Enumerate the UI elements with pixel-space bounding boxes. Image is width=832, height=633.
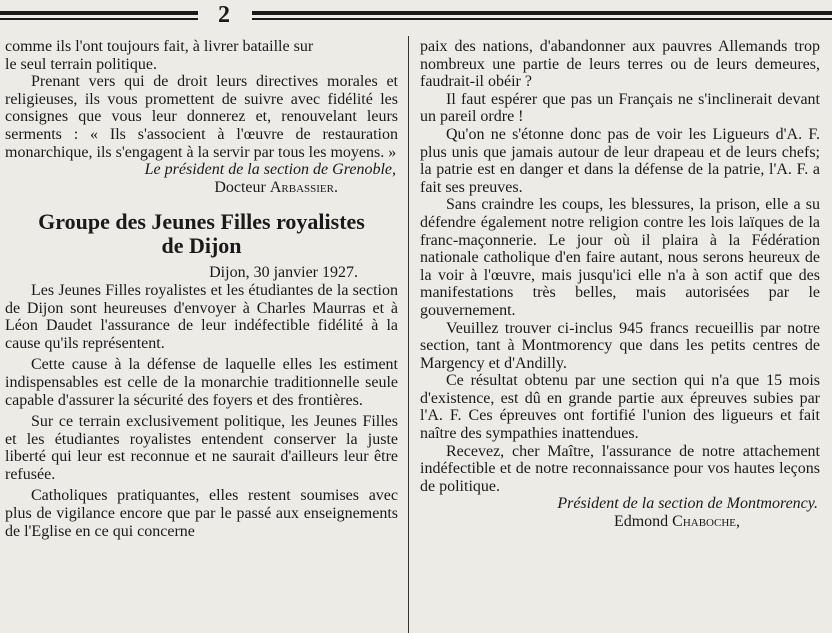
- header-rule-right: [252, 11, 832, 15]
- paragraph: Catholiques pratiquantes, elles restent soumises avec plus de vigilance encore que par le passé aux enseignements de l'Eglise en ce qui concerne: [5, 487, 398, 540]
- signature-role: Le président de la section de Grenoble,: [144, 161, 396, 179]
- page-header: [0, 0, 832, 34]
- paragraph: Cette cause à la défense de laquelle elles les estiment indispensables est celle de la monarchie traditionnelle seule capable d'assurer la sécurité des foyers et des frontières.: [5, 356, 398, 409]
- paragraph: Prenant vers qui de droit leurs directives morales et religieuses, ils vous promettent de suivre avec fidélité les consignes que vous leur donnerez et, renouvelant leurs serments : « Ils s'associent à l'œuvre de restauration monarchique, ils s'engagent à la servir par tous les moyens. »: [5, 73, 398, 161]
- signature-title: Docteur: [214, 178, 266, 196]
- dateline: Dijon, 30 janvier 1927.: [209, 264, 358, 282]
- signature-name: [5, 179, 398, 197]
- header-rule-left-thin: [0, 18, 198, 20]
- paragraph: Ce résultat obtenu par une section qui n'a que 15 mois d'existence, est dû en grande partie aux épreuves subies par l'A. F. Ces épreuves ont fortifié l'union des ligueurs et fait naître des sympathies inattendues.: [420, 372, 820, 443]
- signature-surname: Chaboche,: [672, 513, 740, 531]
- paragraph: Recevez, cher Maître, l'assurance de notre attachement indéfectible et de notre reconnaissance pour vos hautes leçons de politique.: [420, 442, 820, 495]
- signature-name: [420, 513, 820, 531]
- page-number: 2: [218, 2, 230, 28]
- paragraph: paix des nations, d'abandonner aux pauvres Allemands trop nombreux une partie de leurs terres ou de leurs demeures, faudrait-il obéir ?: [420, 38, 820, 91]
- signature-firstname: Edmond: [613, 513, 669, 531]
- paragraph: Les Jeunes Filles royalistes et les étudiantes de la section de Dijon sont heureuses d'envoyer à Charles Maurras et à Léon Daudet l'assurance de leur indéfectible fidélité à la cause qu'ils représentent.: [5, 281, 398, 352]
- paragraph: Sur ce terrain exclusivement politique, les Jeunes Filles et les étudiantes royalistes entendent conserver la juste liberté qui leur est reconnue et ne saurait d'ailleurs leur être refusée.: [5, 413, 398, 483]
- heading-line: de Dijon: [161, 233, 242, 259]
- signature-surname: Arbassier.: [269, 178, 338, 196]
- section-heading: [5, 210, 398, 258]
- heading-line: Groupe des Jeunes Filles royalistes: [38, 209, 365, 235]
- signature-role: Président de la section de Montmorency.: [557, 495, 818, 513]
- column-divider: [408, 36, 409, 633]
- intro-line: le seul terrain politique.: [5, 55, 157, 73]
- paragraph: Sans craindre les coups, les blessures, la prison, elle a su défendre également notre religion contre les lois laïques de la franc-maçonnerie. Le jour où il plaira à la Fédération nationale catholique d'en faire autant, nous serons heureux de la voir à l'œuvre, mais jusqu'ici elle n'a à son actif que des manifestations très belles, mais autorisées par le gouvernement.: [420, 196, 820, 319]
- header-rule-left: [0, 11, 198, 15]
- right-column: [420, 38, 820, 531]
- paragraph: Qu'on ne s'étonne donc pas de voir les Ligueurs d'A. F. plus unis que jamais autour de leur drapeau et de leurs chefs; la patrie est en danger et dans la défense de la patrie, l'A. F. a fait ses preuves.: [420, 125, 820, 196]
- paragraph: Il faut espérer que pas un Français ne s'inclinerait devant un pareil ordre !: [420, 90, 820, 126]
- intro-line: comme ils l'ont toujours fait, à livrer bataille sur: [5, 38, 314, 55]
- paragraph: Veuillez trouver ci-inclus 945 francs recueillis par notre section, tant à Montmorency que dans les petits centres de Margency et d'Andilly.: [420, 319, 820, 372]
- left-column: [5, 38, 398, 540]
- header-rule-right-thin: [252, 18, 832, 20]
